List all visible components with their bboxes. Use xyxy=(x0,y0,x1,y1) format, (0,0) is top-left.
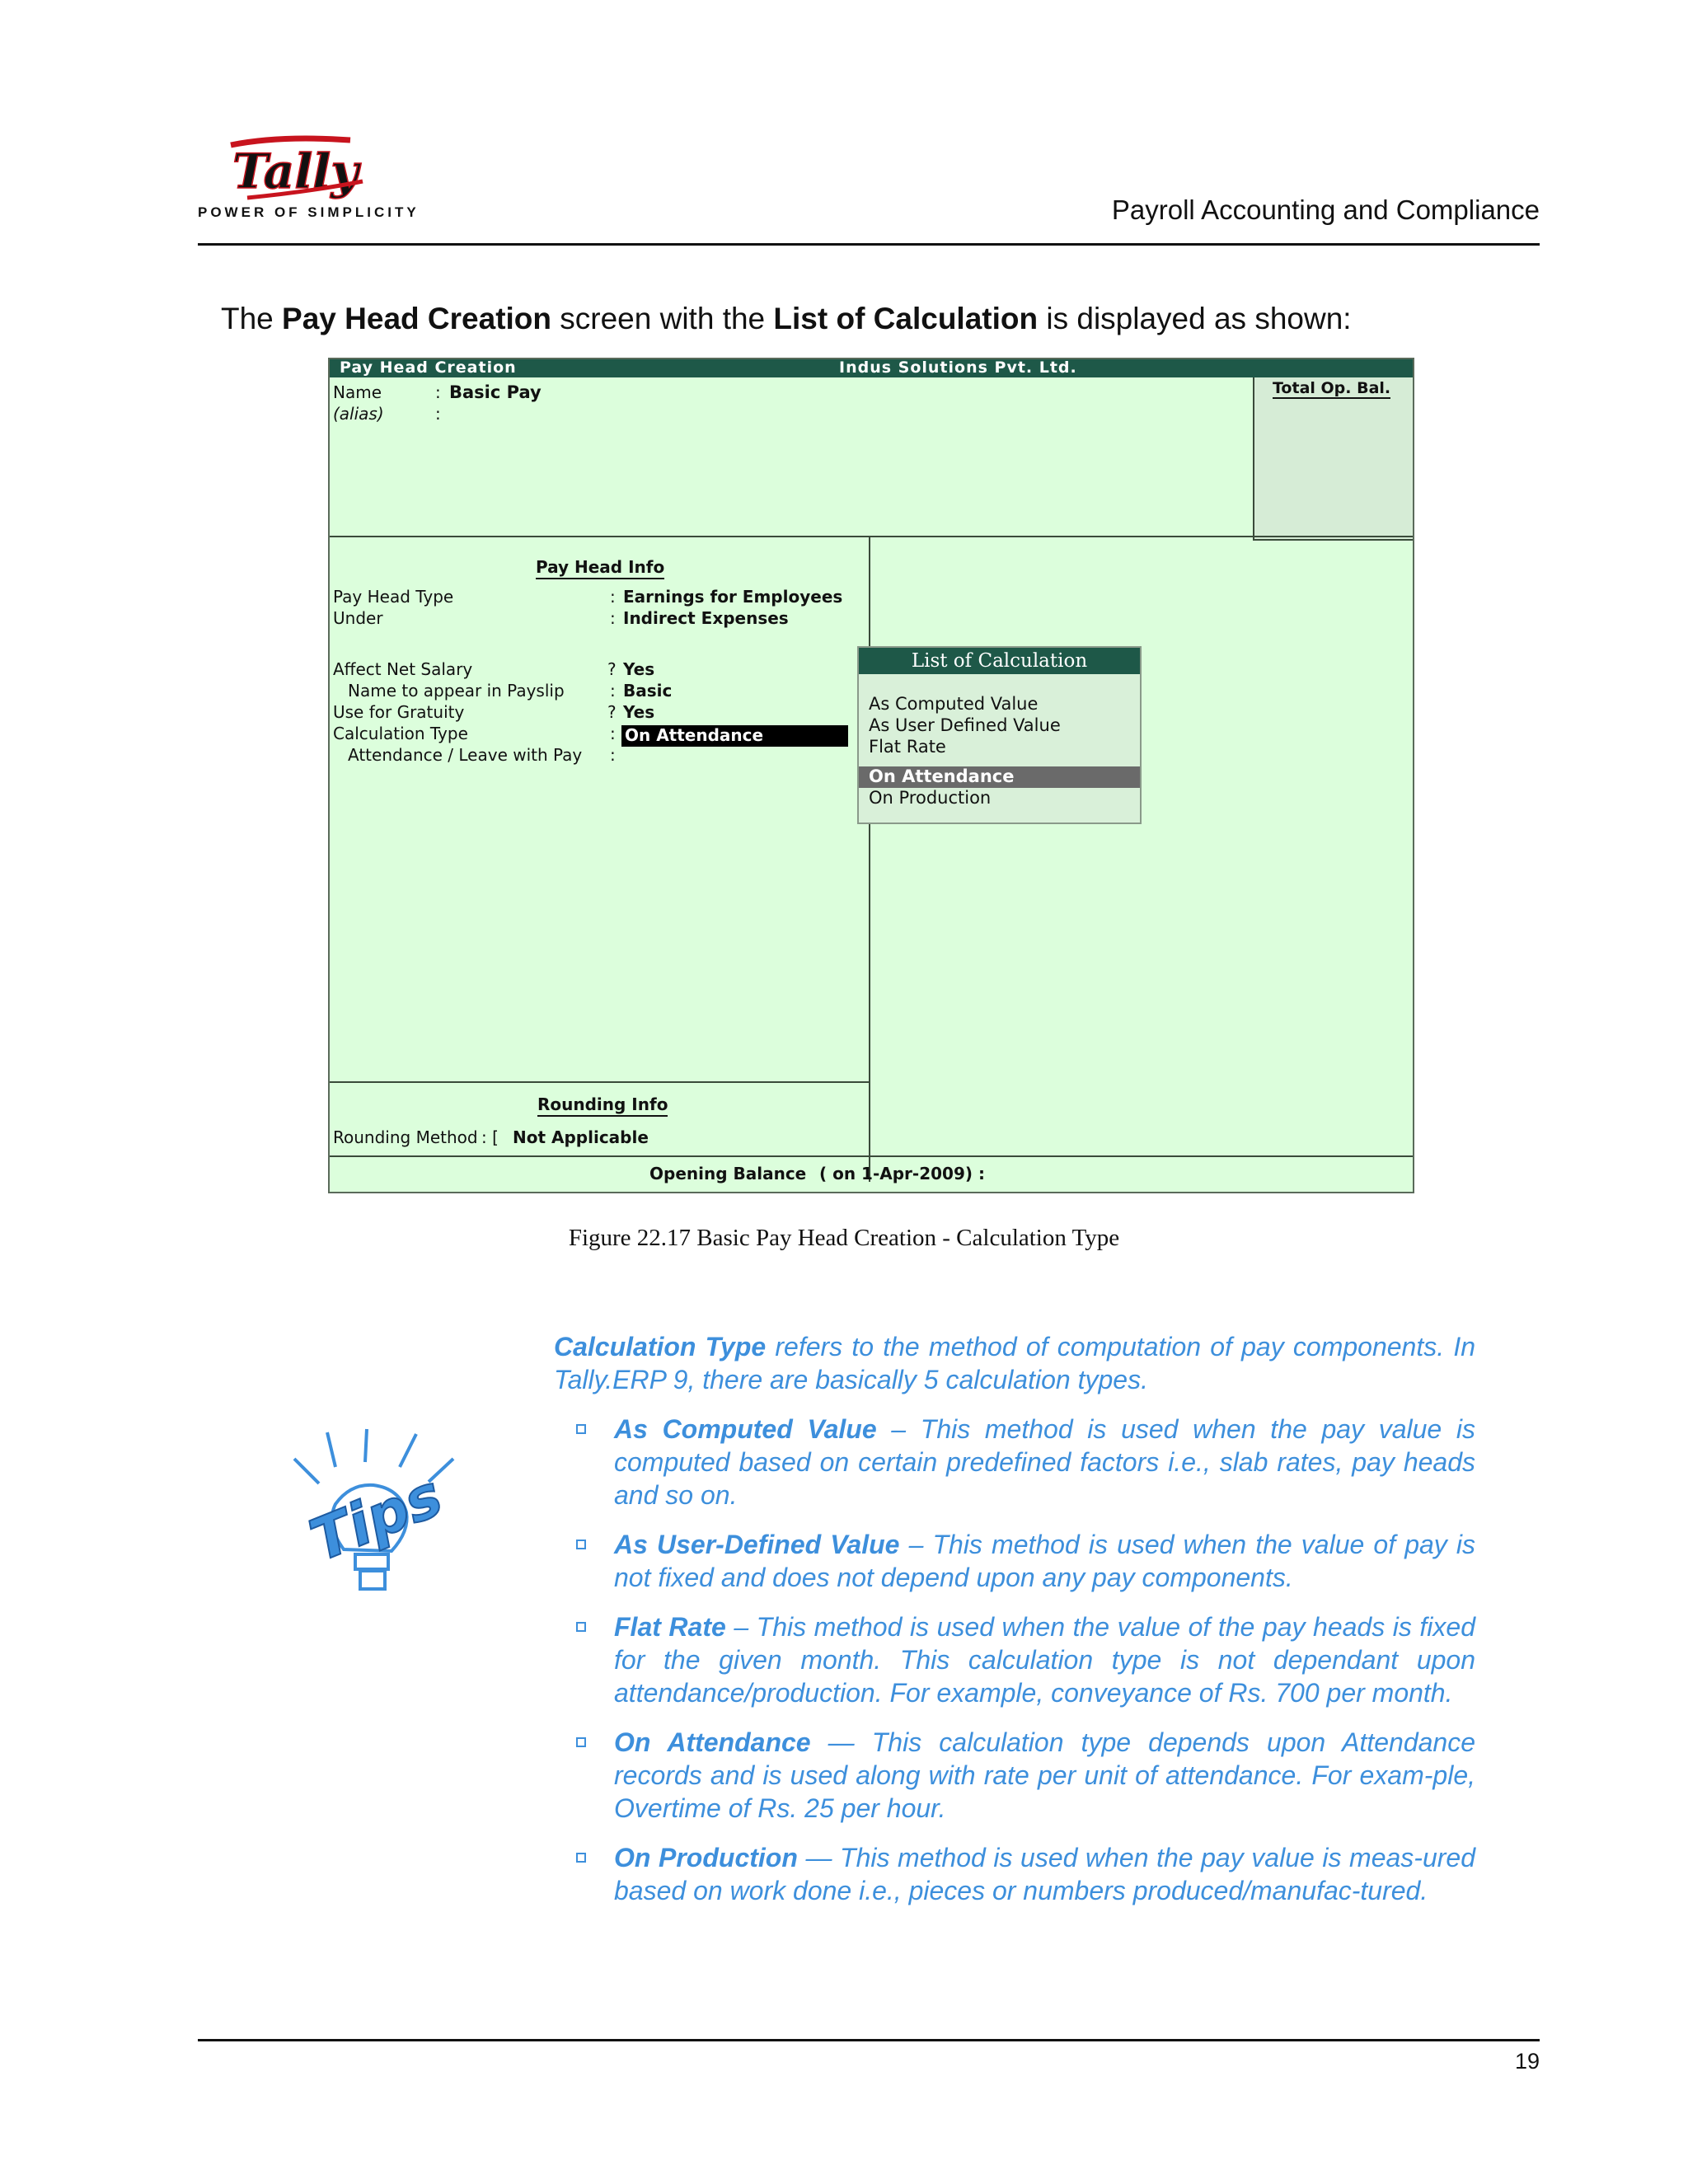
alias-separator: : xyxy=(435,404,441,424)
tally-logo-wordmark: Tally xyxy=(232,143,359,199)
rounding-method-field[interactable]: Not Applicable xyxy=(513,1127,649,1147)
section-divider-vertical xyxy=(869,536,870,1182)
list-item-as-computed-value[interactable]: As Computed Value xyxy=(869,694,1039,714)
intro-prefix: The xyxy=(221,302,283,335)
affect-net-salary-separator: ? xyxy=(607,659,617,679)
attendance-leave-separator: : xyxy=(610,745,616,765)
tally-logo-mark xyxy=(198,132,396,206)
rounding-info-heading: Rounding Info xyxy=(537,1094,668,1117)
total-op-bal-panel xyxy=(1253,377,1413,541)
logo-tagline: POWER OF SIMPLICITY xyxy=(198,204,420,220)
rounding-divider xyxy=(330,1081,869,1083)
tip-item xyxy=(554,1841,1475,1907)
tip-text: — This calculation type depends upon Attendance records and is used along with rate per unit of attendance. For exam-ple, Overtime of Rs. 25 per hour. xyxy=(614,1727,1476,1823)
under-separator: : xyxy=(610,608,616,628)
figure-caption: Figure 22.17 Basic Pay Head Creation - Calculation Type xyxy=(568,1225,1120,1251)
intro-suffix: is displayed as shown: xyxy=(1038,302,1352,335)
tip-item xyxy=(554,1610,1475,1709)
payslip-name-label: Name to appear in Payslip xyxy=(348,681,565,701)
tips-intro-text: refers to the method of computation of pay components. In Tally.ERP 9, there are basically 5 calculation types. xyxy=(554,1332,1476,1394)
screen-title-bar xyxy=(330,359,1413,377)
opening-balance-divider xyxy=(330,1155,1413,1157)
intro-middle: screen with the xyxy=(551,302,774,335)
calculation-type-field[interactable] xyxy=(621,725,848,747)
header-title: Payroll Accounting and Compliance xyxy=(1111,194,1540,225)
footer-divider xyxy=(198,2039,1540,2041)
pay-head-creation-screen xyxy=(328,358,1414,1193)
use-for-gratuity-separator: ? xyxy=(607,702,617,722)
list-item-on-attendance[interactable]: On Attendance xyxy=(869,766,1015,786)
tip-text: — This method is used when the pay value is meas-ured based on work done i.e., pieces or numbers produced/manufac-tured. xyxy=(614,1843,1476,1905)
payslip-name-separator: : xyxy=(610,681,616,701)
rounding-method-separator: : [ xyxy=(481,1127,499,1147)
calculation-type-separator: : xyxy=(610,724,616,743)
square-bullet-icon xyxy=(576,1853,586,1863)
section-divider-top xyxy=(330,536,1413,537)
pay-head-type-separator: : xyxy=(610,587,616,607)
tip-term: On Attendance xyxy=(614,1727,811,1757)
intro-bold-pay-head: Pay Head Creation xyxy=(282,302,551,335)
list-title: List of Calculation xyxy=(859,648,1140,674)
tip-item xyxy=(554,1726,1475,1825)
tip-text: – This method is used when the value of pay is not fixed and does not depend upon any pay components. xyxy=(614,1530,1476,1592)
under-label: Under xyxy=(333,608,383,628)
name-field[interactable]: Basic Pay xyxy=(449,382,542,402)
tip-item xyxy=(554,1528,1475,1594)
affect-net-salary-field[interactable]: Yes xyxy=(623,659,655,679)
tip-text: – This method is used when the value of the pay heads is fixed for the given month. This calculation type is not dependant upon attendance/production. For example, conveyance of Rs. 700 per month. xyxy=(614,1612,1476,1708)
screen-title: Pay Head Creation xyxy=(340,359,517,377)
intro-sentence xyxy=(221,302,1352,336)
tips-section xyxy=(554,1330,1475,1924)
alias-label: (alias) xyxy=(333,404,384,424)
square-bullet-icon xyxy=(576,1540,586,1549)
pay-head-type-field[interactable]: Earnings for Employees xyxy=(623,587,843,607)
tips-lightbulb-icon xyxy=(284,1426,462,1603)
opening-balance-date[interactable]: ( on 1-Apr-2009) : xyxy=(819,1164,985,1183)
calculation-type-value: On Attendance xyxy=(625,725,764,745)
list-item-flat-rate[interactable]: Flat Rate xyxy=(869,737,946,757)
tip-term: As Computed Value xyxy=(614,1414,877,1444)
payslip-name-field[interactable]: Basic xyxy=(623,681,673,701)
list-of-calculation-panel xyxy=(857,646,1142,824)
intro-bold-list: List of Calculation xyxy=(773,302,1039,335)
tip-item xyxy=(554,1413,1475,1511)
pay-head-info-heading: Pay Head Info xyxy=(536,557,664,579)
page-number: 19 xyxy=(1514,2049,1540,2074)
under-field[interactable]: Indirect Expenses xyxy=(623,608,789,628)
attendance-leave-label: Attendance / Leave with Pay xyxy=(348,745,583,765)
list-item-as-user-defined-value[interactable]: As User Defined Value xyxy=(869,715,1061,735)
name-separator: : xyxy=(435,382,441,402)
square-bullet-icon xyxy=(576,1737,586,1747)
rounding-method-label: Rounding Method xyxy=(333,1127,478,1147)
use-for-gratuity-field[interactable]: Yes xyxy=(623,702,655,722)
square-bullet-icon xyxy=(576,1424,586,1434)
affect-net-salary-label: Affect Net Salary xyxy=(333,659,473,679)
tip-term: On Production xyxy=(614,1843,798,1872)
square-bullet-icon xyxy=(576,1622,586,1632)
tally-logo xyxy=(198,132,420,231)
opening-balance-label: Opening Balance xyxy=(649,1164,807,1183)
tip-text: – This method is used when the pay value is computed based on certain predefined factors i.e., slab rates, pay heads and so on. xyxy=(614,1414,1476,1510)
list-item-on-production[interactable]: On Production xyxy=(869,788,992,808)
header-divider xyxy=(198,243,1540,246)
pay-head-type-label: Pay Head Type xyxy=(333,587,454,607)
tip-term: As User-Defined Value xyxy=(614,1530,900,1559)
calculation-type-label: Calculation Type xyxy=(333,724,468,743)
use-for-gratuity-label: Use for Gratuity xyxy=(333,702,465,722)
name-label: Name xyxy=(333,382,382,402)
tips-intro-term: Calculation Type xyxy=(554,1332,767,1361)
tips-intro xyxy=(554,1330,1475,1396)
tips-icon-label: Tips xyxy=(301,1461,452,1575)
tip-term: Flat Rate xyxy=(614,1612,726,1642)
company-name: Indus Solutions Pvt. Ltd. xyxy=(839,359,1077,377)
total-op-bal-label: Total Op. Bal. xyxy=(1273,379,1391,397)
